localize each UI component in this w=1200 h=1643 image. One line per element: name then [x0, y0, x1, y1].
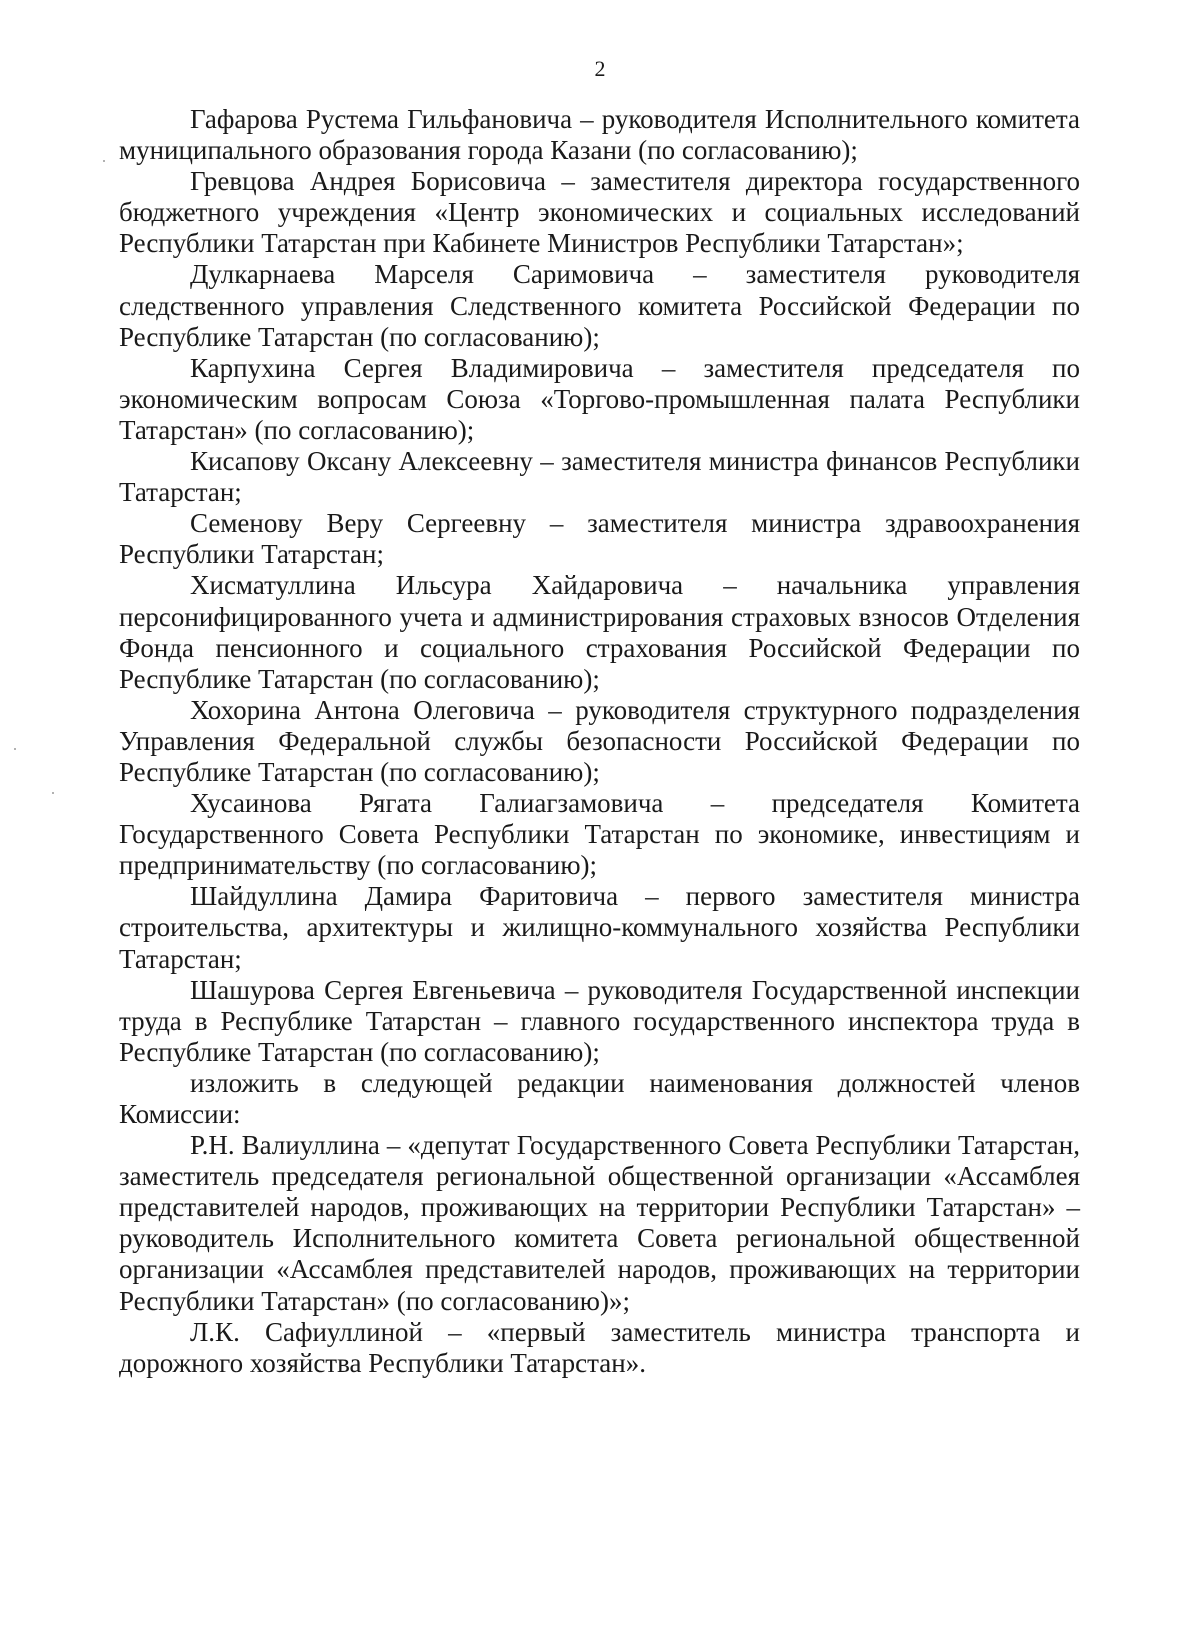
paragraph-khusainov: Хусаинова Рягата Галиагзамовича – председателя Комитета Государственного Совета Республики Татарстан по экономике, инвестициям и предпринимательству (по согласованию);: [119, 788, 1080, 881]
paragraph-grevtsov: Гревцова Андрея Борисовича – заместителя директора государственного бюджетного учреждения «Центр экономических и социальных исследований Республики Татарстан при Кабинете Министров Республики Татарстан»;: [119, 166, 1080, 259]
page-number: 2: [594, 56, 606, 81]
paragraph-khokhorin: Хохорина Антона Олеговича – руководителя структурного подразделения Управления Федеральной службы безопасности Российской Федерации по Республике Татарстан (по согласованию);: [119, 694, 1080, 787]
paragraph-karpukhin: Карпухина Сергея Владимировича – заместителя председателя по экономическим вопросам Союза «Торгово-промышленная палата Республики Татарстан» (по согласованию);: [119, 352, 1080, 445]
paragraph-valiullin: Р.Н. Валиуллина – «депутат Государственного Совета Республики Татарстан, заместитель председателя региональной общественной организации «Ассамблея представителей народов, проживающих на территории Республики Татарстан» – руководитель Исполнительного комитета Совета региональной общественной организации «Ассамблея представителей народов, проживающих на территории Республики Татарстан» (по согласованию)»;: [119, 1130, 1080, 1316]
paragraph-khismatullin: Хисматуллина Ильсура Хайдаровича – начальника управления персонифицированного учета и администрирования страховых взносов Отделения Фонда пенсионного и социального страхования Российской Федерации по Республике Татарстан (по согласованию);: [119, 570, 1080, 694]
scan-speck: [14, 748, 16, 750]
paragraph-dulkarnaev: Дулкарнаева Марселя Саримовича – заместителя руководителя следственного управления Следственного комитета Российской Федерации по Республике Татарстан (по согласованию);: [119, 259, 1080, 352]
scan-speck: [52, 792, 54, 794]
paragraph-shaidullin: Шайдуллина Дамира Фаритовича – первого заместителя министра строительства, архитектуры и жилищно-коммунального хозяйства Республики Татарстан;: [119, 881, 1080, 974]
paragraph-gafarov: Гафарова Рустема Гильфановича – руководителя Исполнительного комитета муниципального образования города Казани (по согласованию);: [119, 104, 1080, 166]
paragraph-semenova: Семенову Веру Сергеевну – заместителя министра здравоохранения Республики Татарстан;: [119, 508, 1080, 570]
paragraph-safiullina: Л.К. Сафиуллиной – «первый заместитель министра транспорта и дорожного хозяйства Республики Татарстан».: [119, 1316, 1080, 1378]
scan-speck: [103, 160, 105, 162]
paragraph-amend-titles: изложить в следующей редакции наименования должностей членов Комиссии:: [119, 1067, 1080, 1129]
paragraph-shashurov: Шашурова Сергея Евгеньевича – руководителя Государственной инспекции труда в Республике Татарстан – главного государственного инспектора труда в Республике Татарстан (по согласованию);: [119, 974, 1080, 1067]
paragraph-kisapova: Кисапову Оксану Алексеевну – заместителя министра финансов Республики Татарстан;: [119, 446, 1080, 508]
document-body: [119, 104, 1080, 1379]
